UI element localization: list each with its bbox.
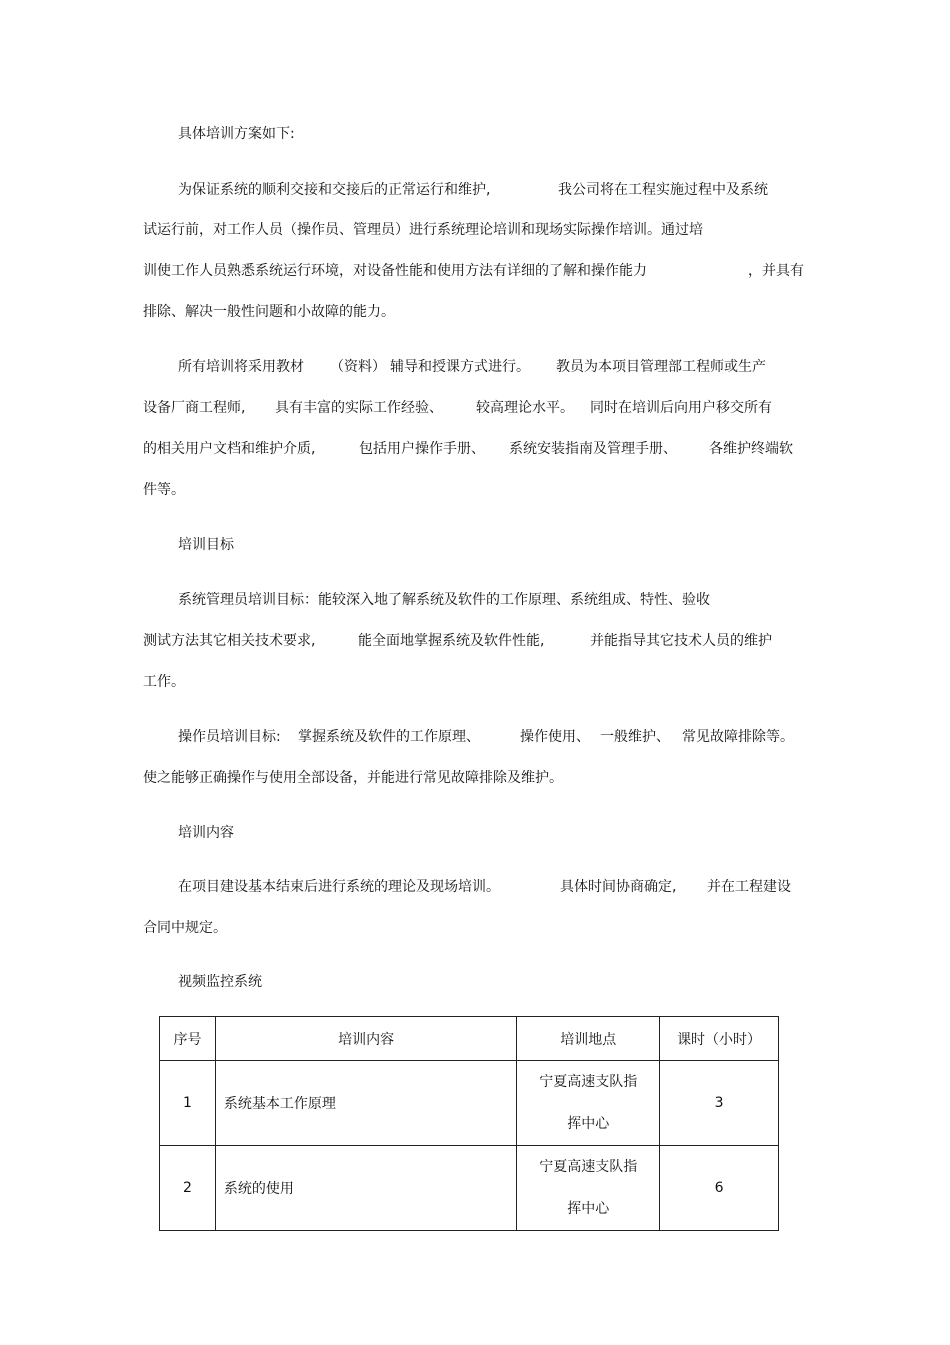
header-hours: 课时（小时） <box>660 1017 779 1061</box>
p1-line4: 排除、解决一般性问题和小故障的能力。 <box>143 304 395 320</box>
header-no: 序号 <box>160 1017 216 1061</box>
heading-video-surveillance: 视频监控系统 <box>178 974 262 990</box>
heading-training-goal: 培训目标 <box>178 537 234 553</box>
intro-line: 具体培训方案如下: <box>178 126 295 142</box>
row-location <box>517 1061 660 1146</box>
header-content: 培训内容 <box>215 1017 516 1061</box>
p3-line1: 系统管理员培训目标：能较深入地了解系统及软件的工作原理、系统组成、特性、验收 <box>178 592 710 608</box>
row-content: 系统的使用 <box>215 1146 516 1231</box>
header-location: 培训地点 <box>517 1017 660 1061</box>
table-header-row <box>160 1017 779 1061</box>
training-table <box>159 1016 779 1231</box>
row-hours: 3 <box>660 1061 779 1146</box>
row-no: 2 <box>160 1146 216 1231</box>
p4-line2: 使之能够正确操作与使用全部设备，并能进行常见故障排除及维护。 <box>143 770 563 786</box>
table-row <box>160 1061 779 1146</box>
table-row <box>160 1146 779 1231</box>
p3-line3: 工作。 <box>143 674 185 690</box>
row-hours: 6 <box>660 1146 779 1231</box>
row-content: 系统基本工作原理 <box>215 1061 516 1146</box>
p2-line4: 件等。 <box>143 482 185 498</box>
p1-line2: 试运行前，对工作人员（操作员、管理员）进行系统理论培训和现场实际操作培训。通过培 <box>143 222 703 238</box>
p5-line2: 合同中规定。 <box>143 920 227 936</box>
row-location-line2: 挥中心 <box>567 1201 610 1217</box>
row-location-line1: 宁夏高速支队指 <box>539 1074 638 1090</box>
row-location <box>517 1146 660 1231</box>
row-no: 1 <box>160 1061 216 1146</box>
heading-training-content: 培训内容 <box>178 825 234 841</box>
row-location-line1: 宁夏高速支队指 <box>539 1159 638 1175</box>
row-location-line2: 挥中心 <box>567 1116 610 1132</box>
